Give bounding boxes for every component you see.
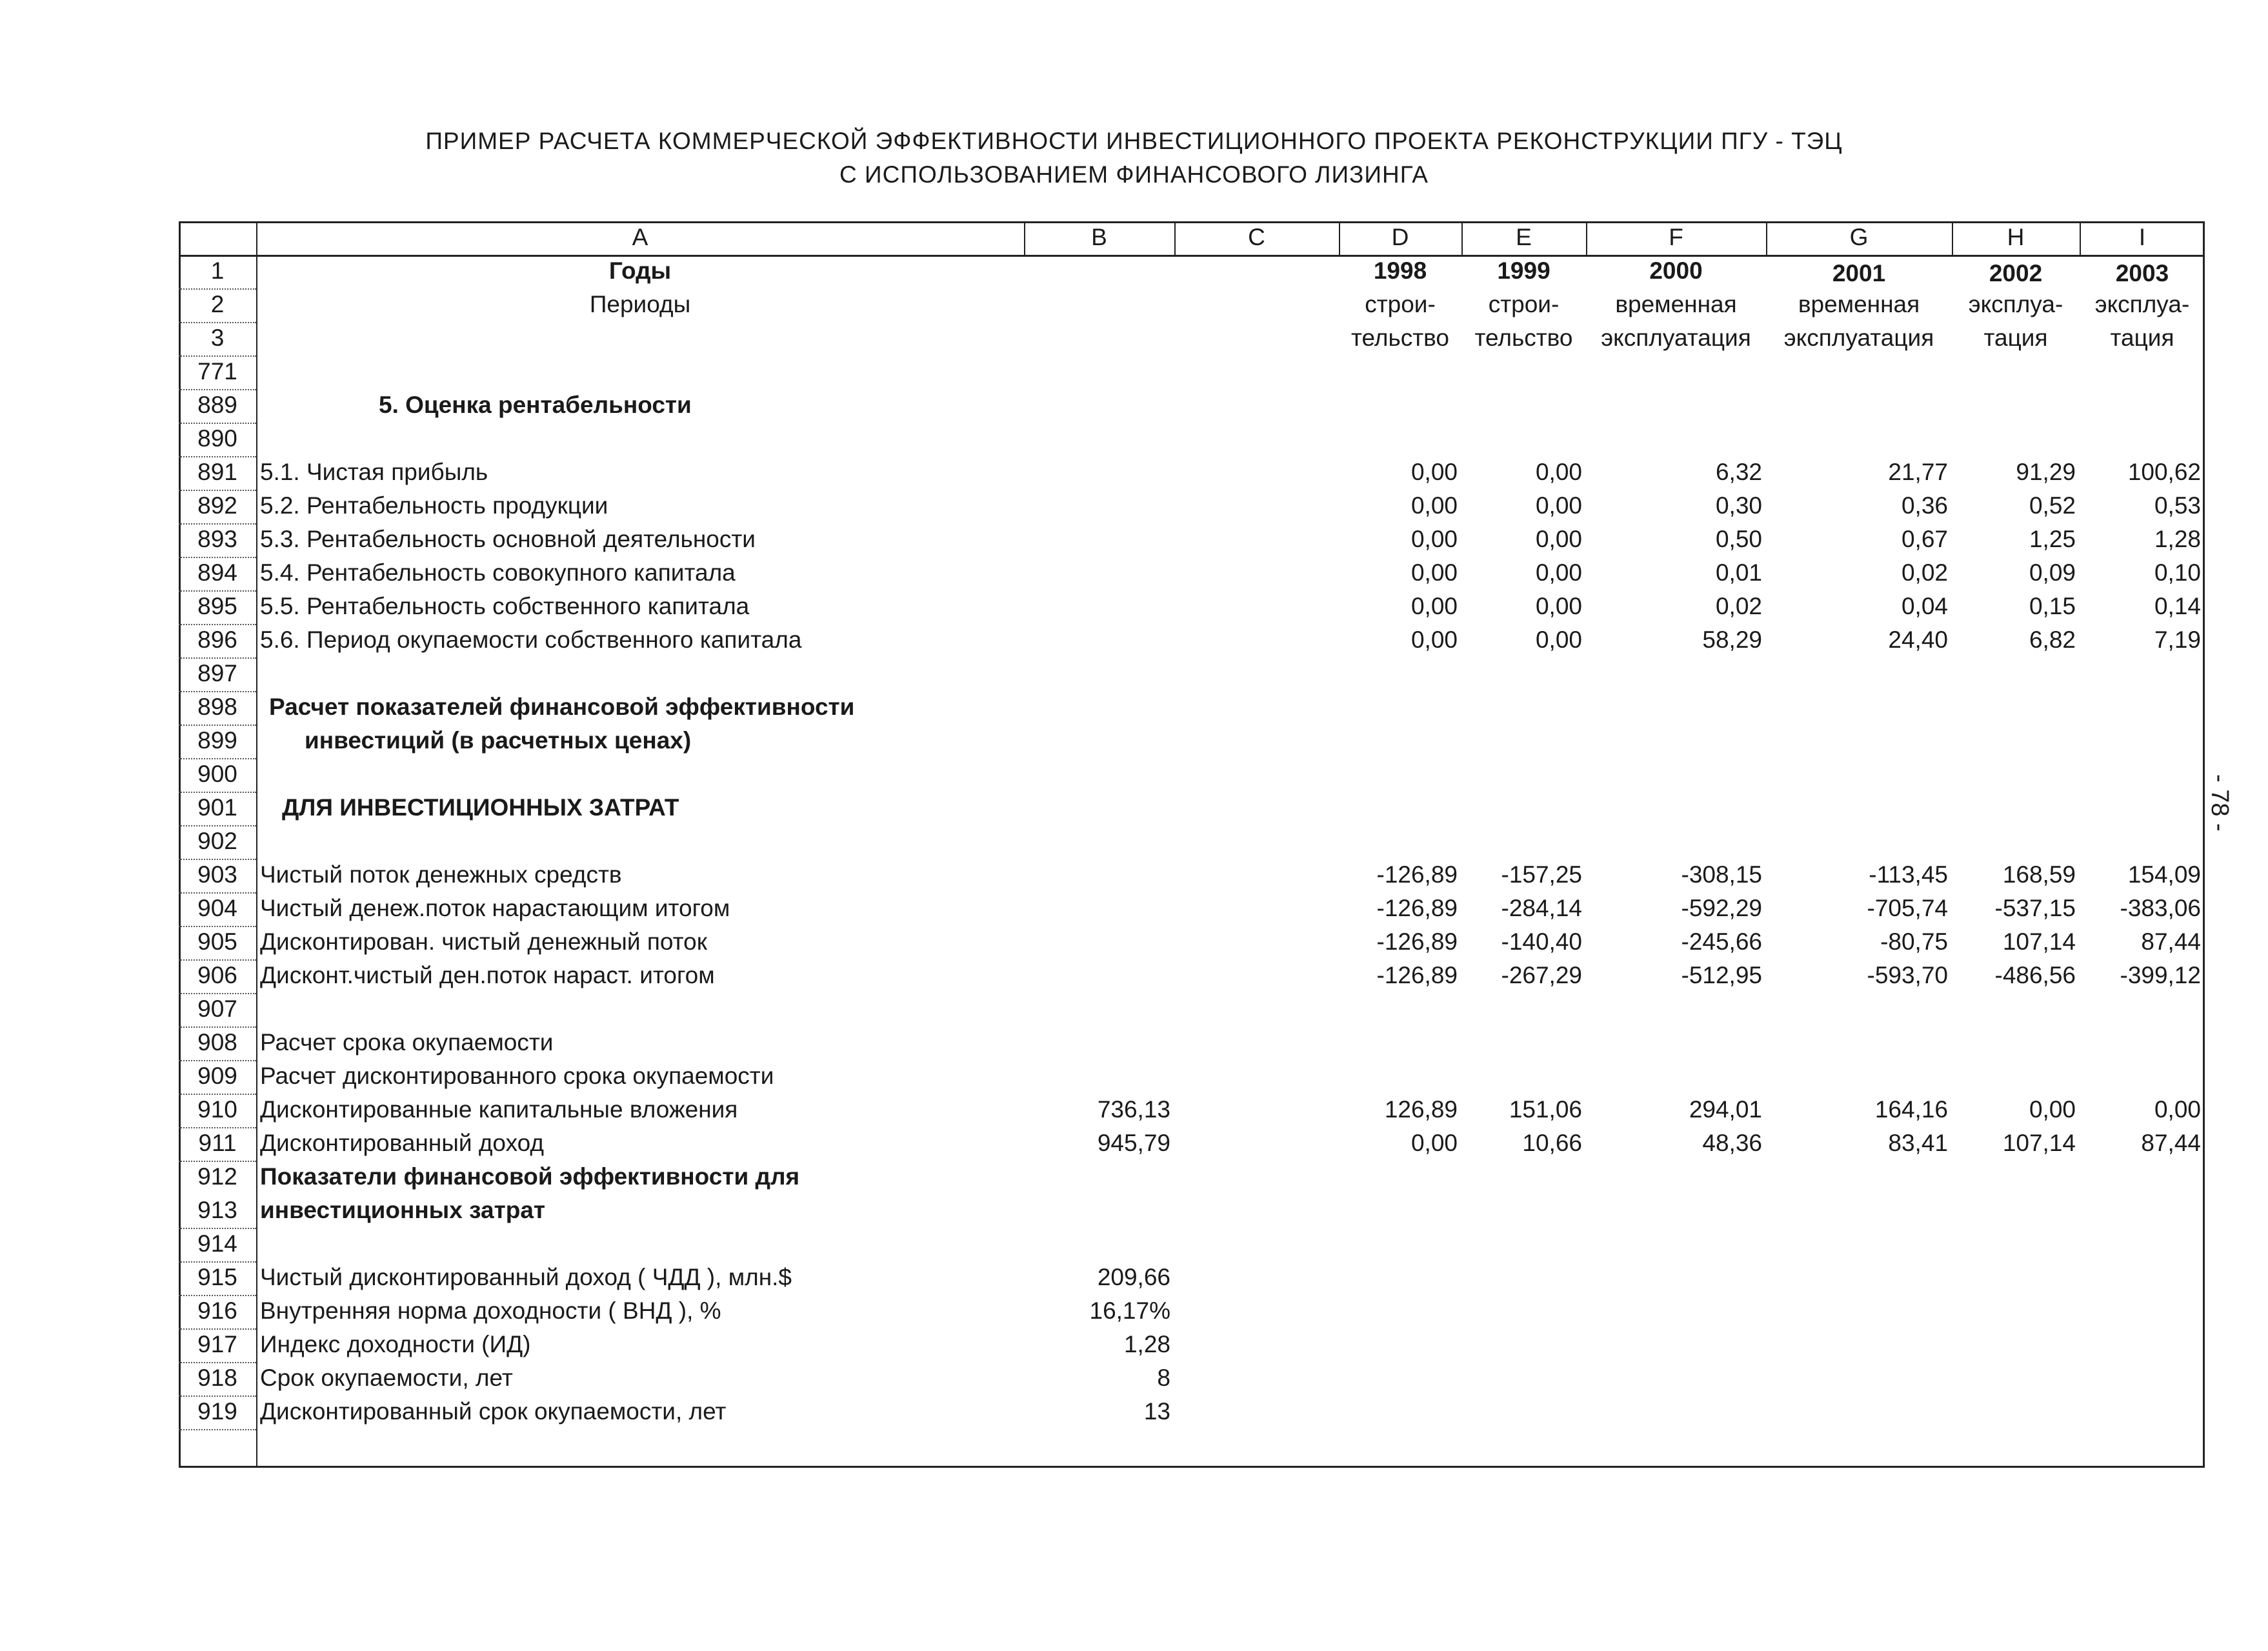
grid-line [179,355,256,357]
cell-a-label: Внутренняя норма доходности ( ВНД ), % [260,1297,721,1324]
cell-e-value: -140,40 [1501,928,1582,955]
row-number: 894 [197,559,237,586]
grid-line [179,926,256,927]
cell-h-value: 91,29 [2016,459,2076,485]
header-f: временная [1615,291,1737,317]
header-f: 2000 [1649,257,1703,284]
row-number: 896 [197,626,237,653]
cell-a-label: Чистый денеж.поток нарастающим итогом [260,895,730,921]
cell-i-value: 0,00 [2154,1096,2201,1123]
row-number: 901 [197,794,237,821]
grid-line [179,288,256,290]
grid-line [179,1261,256,1263]
cell-b-value: 8 [1157,1365,1170,1391]
header-label: Периоды [589,291,691,317]
cell-a-label: 5.5. Рентабельность собственного капитала [260,593,750,619]
grid-line [256,221,257,1468]
cell-a-label: Чистый поток денежных средств [260,861,622,888]
grid-line [179,892,256,894]
grid-line [179,725,256,726]
header-divider [1461,221,1463,255]
grid-line [179,691,256,692]
row-number: 902 [197,828,237,854]
grid-line [179,557,256,558]
grid-line [179,1161,256,1162]
cell-e-value: 151,06 [1509,1096,1582,1123]
grid-line [179,959,256,961]
header-label: Годы [608,257,672,284]
cell-g-value: 24,40 [1888,626,1948,653]
header-e: тельство [1474,325,1573,351]
row-number: 892 [197,492,237,519]
cell-d-value: 0,00 [1410,459,1458,485]
cell-g-value: -80,75 [1880,928,1948,955]
cell-e-value: 0,00 [1535,593,1582,619]
cell-f-value: 0,02 [1715,593,1762,619]
header-divider [1024,221,1025,255]
cell-a-label: Расчет срока окупаемости [260,1029,554,1056]
cell-e-value: 0,00 [1535,559,1582,586]
header-divider [1339,221,1340,255]
grid-line [179,1362,256,1363]
grid-line [179,1295,256,1296]
cell-e-value: 0,00 [1535,492,1582,519]
cell-a-label: 5.1. Чистая прибыль [260,459,488,485]
cell-i-value: 7,19 [2154,626,2201,653]
row-number: 905 [197,928,237,955]
column-header-e: E [1516,224,1532,250]
cell-a-label: 5.3. Рентабельность основной деятельности [260,526,756,552]
cell-e-value: 10,66 [1522,1130,1582,1156]
cell-f-value: -592,29 [1681,895,1762,921]
grid-line [179,1094,256,1095]
header-i: эксплуа- [2094,291,2190,317]
row-number: 914 [197,1230,237,1257]
column-header-g: G [1849,224,1869,250]
cell-i-value: -399,12 [2120,962,2201,988]
grid-line [179,993,256,994]
grid-line [179,1026,256,1028]
cell-d-value: -126,89 [1376,895,1458,921]
cell-b-value: 1,28 [1123,1331,1170,1357]
document-title-line1: ПРИМЕР РАСЧЕТА КОММЕРЧЕСКОЙ ЭФФЕКТИВНОСТИ ИНВЕСТИЦИОННОГО ПРОЕКТА РЕКОНСТРУКЦИИ ПГУ - ТЭЦ [425,128,1843,154]
cell-a-label: 5.6. Период окупаемости собственного капитала [260,626,802,653]
row-number: 903 [197,861,237,888]
cell-a-label: инвестиционных затрат [260,1197,546,1223]
cell-a-label: Дисконтированный срок окупаемости, лет [260,1398,727,1425]
header-divider [1766,221,1767,255]
cell-f-value: 6,32 [1715,459,1762,485]
row-number: 1 [210,257,225,284]
cell-h-value: 6,82 [2029,626,2076,653]
grid-line [179,1228,256,1229]
grid-line [179,1060,256,1061]
header-g: эксплуатация [1783,325,1934,351]
cell-h-value: 0,00 [2029,1096,2076,1123]
document-title-line2: С ИСПОЛЬЗОВАНИЕМ ФИНАНСОВОГО ЛИЗИНГА [839,161,1429,188]
header-f: эксплуатация [1601,325,1751,351]
cell-f-value: -245,66 [1681,928,1762,955]
cell-f-value: 48,36 [1702,1130,1762,1156]
header-h: эксплуа- [1968,291,2063,317]
grid-line [179,758,256,759]
cell-a-label: Расчет дисконтированного срока окупаемости [260,1063,774,1089]
header-divider [1586,221,1587,255]
cell-i-value: 87,44 [2141,928,2201,955]
cell-f-value: 294,01 [1689,1096,1762,1123]
grid-line [179,523,256,525]
cell-h-value: 107,14 [2002,1130,2076,1156]
grid-line [179,490,256,491]
cell-h-value: -537,15 [1994,895,2076,921]
cell-i-value: 0,10 [2154,559,2201,586]
cell-g-value: -593,70 [1867,962,1948,988]
grid-line [179,1429,256,1430]
column-header-h: H [2007,224,2025,250]
cell-b-value: 13 [1143,1398,1170,1425]
cell-h-value: 0,52 [2029,492,2076,519]
cell-h-value: 0,09 [2029,559,2076,586]
header-divider [1952,221,1953,255]
cell-g-value: 0,36 [1901,492,1948,519]
cell-d-value: -126,89 [1376,861,1458,888]
cell-a-label: Дисконтированные капитальные вложения [260,1096,738,1123]
cell-g-value: -705,74 [1867,895,1948,921]
grid-line [179,792,256,793]
row-number: 891 [197,459,237,485]
grid-line [179,624,256,625]
cell-g-value: 83,41 [1888,1130,1948,1156]
row-number: 908 [197,1029,237,1056]
header-h: 2002 [1989,260,2043,286]
grid-line [179,825,256,826]
row-number: 917 [197,1331,237,1357]
cell-i-value: -383,06 [2120,895,2201,921]
row-number: 2 [210,291,225,317]
cell-h-value: 0,15 [2029,593,2076,619]
cell-a-label: 5.2. Рентабельность продукции [260,492,608,519]
cell-a-label: Индекс доходности (ИД) [260,1331,531,1357]
cell-g-value: 164,16 [1874,1096,1948,1123]
row-number: 771 [197,358,237,385]
row-number: 889 [197,392,237,418]
cell-a-label: 5. Оценка рентабельности [379,392,692,418]
header-g: 2001 [1832,260,1886,286]
cell-d-value: 0,00 [1410,593,1458,619]
page-number: - 78 - [2206,774,2233,832]
column-header-f: F [1669,224,1683,250]
column-header-i: I [2138,224,2146,250]
cell-b-value: 736,13 [1097,1096,1170,1123]
cell-h-value: 1,25 [2029,526,2076,552]
cell-h-value: -486,56 [1994,962,2076,988]
row-number: 897 [197,660,237,686]
header-d: строи- [1365,291,1436,317]
grid-line [179,1328,256,1330]
cell-d-value: 0,00 [1410,526,1458,552]
grid-line [179,657,256,659]
cell-a-label: Расчет показателей финансовой эффективности [269,694,855,720]
header-g: временная [1798,291,1920,317]
cell-f-value: 0,30 [1715,492,1762,519]
cell-d-value: 0,00 [1410,559,1458,586]
cell-g-value: 0,04 [1901,593,1948,619]
header-e: 1999 [1497,257,1550,284]
grid-line [179,456,256,457]
row-number: 909 [197,1063,237,1089]
cell-i-value: 154,09 [2127,861,2201,888]
row-number: 915 [197,1264,237,1290]
cell-d-value: -126,89 [1376,962,1458,988]
cell-a-label: 5.4. Рентабельность совокупного капитала [260,559,736,586]
column-header-b: B [1091,224,1107,250]
row-number: 912 [197,1163,237,1190]
cell-i-value: 0,14 [2154,593,2201,619]
row-number: 911 [198,1130,237,1156]
cell-h-value: 107,14 [2002,928,2076,955]
row-number: 899 [197,727,237,754]
column-header-a: A [632,224,648,250]
cell-i-value: 0,53 [2154,492,2201,519]
cell-d-value: 0,00 [1410,1130,1458,1156]
column-header-d: D [1391,224,1409,250]
row-number: 3 [210,325,225,351]
cell-e-value: -157,25 [1501,861,1582,888]
grid-line [179,1127,256,1128]
cell-a-label: инвестиций (в расчетных ценах) [305,727,692,754]
cell-i-value: 87,44 [2141,1130,2201,1156]
header-h: тация [1983,325,2048,351]
cell-f-value: -512,95 [1681,962,1762,988]
header-d: тельство [1350,325,1449,351]
cell-a-label: Дисконт.чистый ден.поток нараст. итогом [260,962,715,988]
cell-g-value: -113,45 [1869,861,1948,888]
cell-d-value: -126,89 [1376,928,1458,955]
row-number: 900 [197,761,237,787]
header-e: строи- [1488,291,1560,317]
cell-d-value: 0,00 [1410,626,1458,653]
cell-a-label: Дисконтирован. чистый денежный поток [260,928,707,955]
header-i: 2003 [2115,260,2169,286]
row-number: 890 [197,425,237,452]
cell-e-value: 0,00 [1535,626,1582,653]
cell-a-label: Показатели финансовой эффективности для [260,1163,800,1190]
row-number: 906 [197,962,237,988]
grid-line [179,590,256,592]
cell-b-value: 209,66 [1097,1264,1170,1290]
cell-a-label: ДЛЯ ИНВЕСТИЦИОННЫХ ЗАТРАТ [282,794,679,821]
cell-a-label: Срок окупаемости, лет [260,1365,513,1391]
header-divider [1174,221,1176,255]
header-divider [2080,221,2081,255]
row-number: 895 [197,593,237,619]
grid-line [179,255,2205,257]
header-d: 1998 [1373,257,1427,284]
cell-e-value: -267,29 [1501,962,1582,988]
cell-a-label: Дисконтированный доход [260,1130,545,1156]
cell-i-value: 100,62 [2127,459,2201,485]
cell-i-value: 1,28 [2154,526,2201,552]
grid-line [179,322,256,323]
row-number: 907 [197,996,237,1022]
cell-d-value: 0,00 [1410,492,1458,519]
cell-e-value: 0,00 [1535,459,1582,485]
cell-f-value: 0,50 [1715,526,1762,552]
row-number: 918 [197,1365,237,1391]
row-number: 893 [197,526,237,552]
grid-line [179,389,256,390]
cell-a-label: Чистый дисконтированный доход ( ЧДД ), млн.$ [260,1264,792,1290]
row-number: 919 [197,1398,237,1425]
header-i: тация [2110,325,2174,351]
cell-h-value: 168,59 [2002,861,2076,888]
grid-line [179,1396,256,1397]
grid-line [179,859,256,860]
row-number: 904 [197,895,237,921]
cell-b-value: 945,79 [1097,1130,1170,1156]
cell-d-value: 126,89 [1384,1096,1458,1123]
cell-g-value: 0,02 [1901,559,1948,586]
cell-e-value: 0,00 [1535,526,1582,552]
cell-f-value: -308,15 [1681,861,1762,888]
cell-g-value: 21,77 [1888,459,1948,485]
cell-e-value: -284,14 [1501,895,1582,921]
row-number: 916 [197,1297,237,1324]
row-number: 910 [197,1096,237,1123]
cell-g-value: 0,67 [1901,526,1948,552]
column-header-c: C [1248,224,1265,250]
grid-line [179,423,256,424]
cell-b-value: 16,17% [1089,1297,1170,1324]
row-number: 913 [197,1197,237,1223]
cell-f-value: 58,29 [1702,626,1762,653]
cell-f-value: 0,01 [1715,559,1762,586]
row-number: 898 [197,694,237,720]
